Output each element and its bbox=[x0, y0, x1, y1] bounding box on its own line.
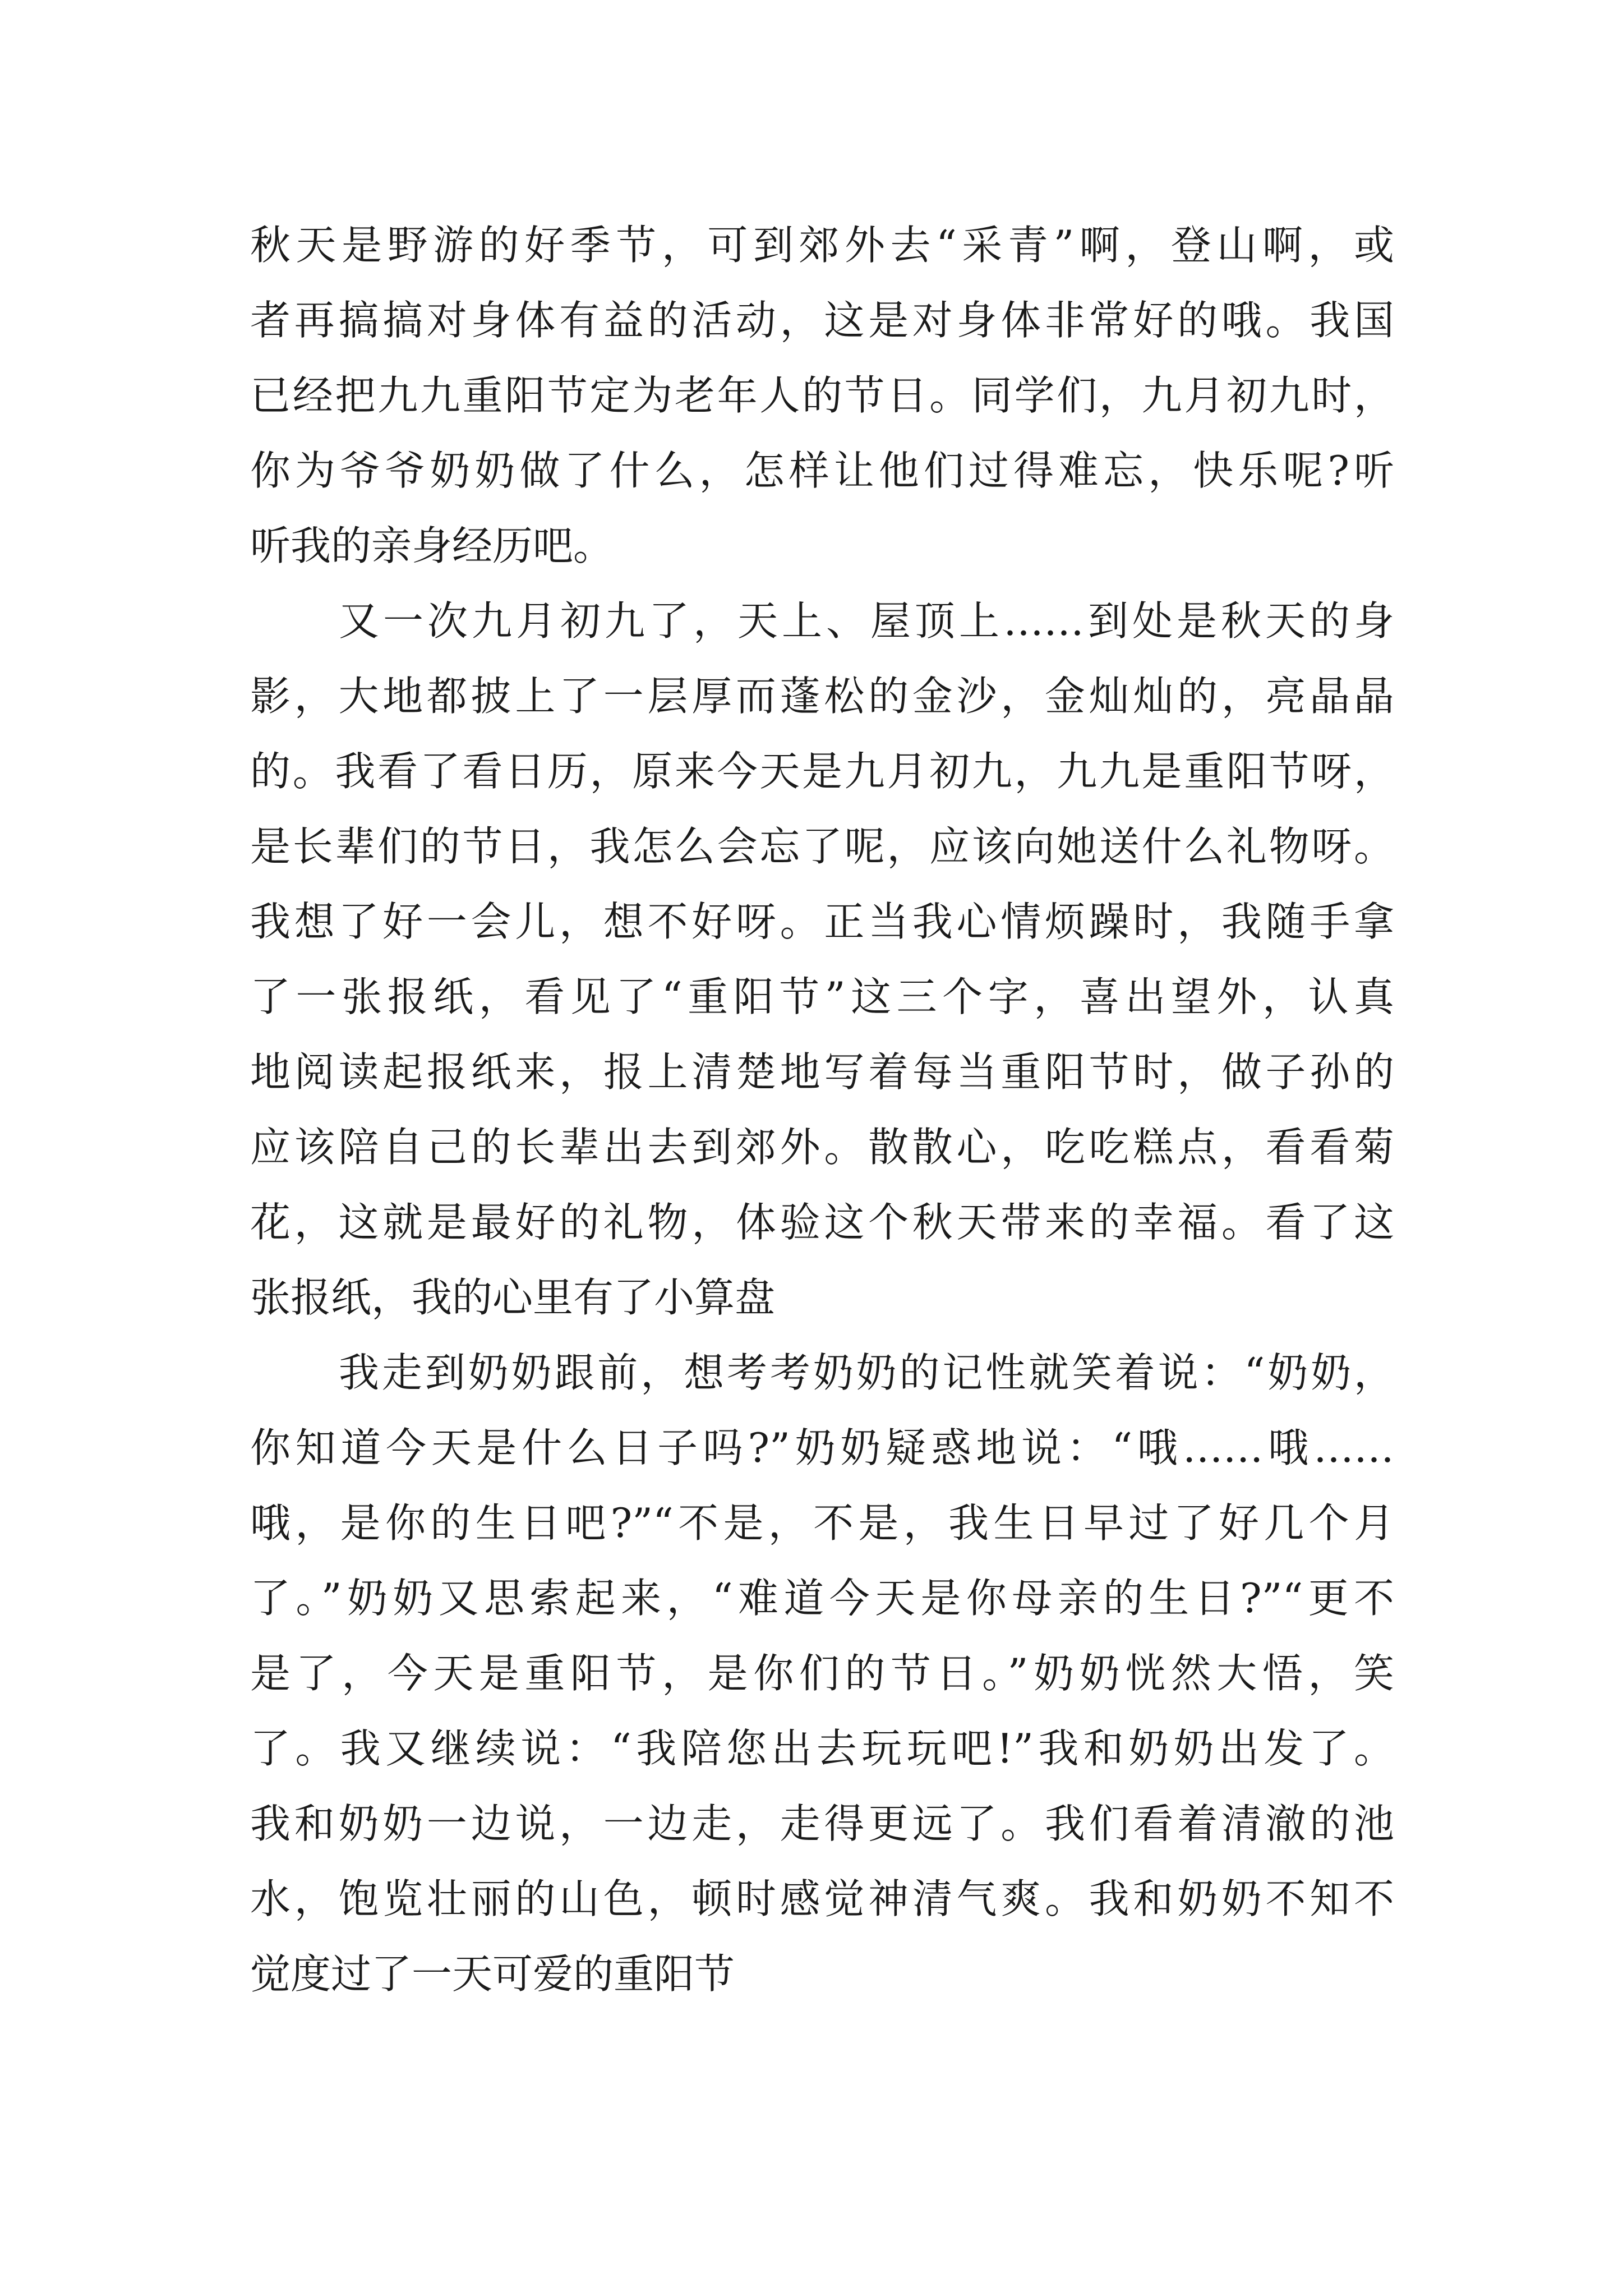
text-line: 了一张报纸，看见了“重阳节”这三个字，喜出望外，认真 bbox=[250, 973, 1394, 1020]
paragraph-1 bbox=[250, 208, 1394, 583]
text-line: 花，这就是最好的礼物，体验这个秋天带来的幸福。看了这 bbox=[250, 1199, 1394, 1246]
text-line: 秋天是野游的好季节，可到郊外去“采青”啊，登山啊，或 bbox=[250, 222, 1394, 269]
document-body bbox=[250, 208, 1394, 2012]
text-line: 是长辈们的节日，我怎么会忘了呢，应该向她送什么礼物呀。 bbox=[250, 823, 1394, 870]
text-line: 是了，今天是重阳节，是你们的节日。”奶奶恍然大悟，笑 bbox=[250, 1650, 1394, 1697]
text-line: 了。我又继续说：“我陪您出去玩玩吧!”我和奶奶出发了。 bbox=[250, 1725, 1394, 1772]
text-line: 我想了好一会儿，想不好呀。正当我心情烦躁时，我随手拿 bbox=[250, 898, 1394, 945]
text-line: 听我的亲身经历吧。 bbox=[250, 522, 614, 569]
text-line: 影，大地都披上了一层厚而蓬松的金沙，金灿灿的，亮晶晶 bbox=[250, 673, 1394, 720]
text-line: 张报纸，我的心里有了小算盘 bbox=[250, 1274, 776, 1321]
paragraph-3 bbox=[250, 1335, 1394, 2012]
text-line: 你知道今天是什么日子吗?”奶奶疑惑地说：“哦……哦…… bbox=[250, 1424, 1394, 1471]
paragraph-2 bbox=[250, 583, 1394, 1335]
text-line: 我走到奶奶跟前，想考考奶奶的记性就笑着说：“奶奶， bbox=[339, 1349, 1394, 1396]
text-line: 水，饱览壮丽的山色，顿时感觉神清气爽。我和奶奶不知不 bbox=[250, 1875, 1394, 1922]
text-line: 应该陪自己的长辈出去到郊外。散散心，吃吃糕点，看看菊 bbox=[250, 1124, 1394, 1171]
text-line: 者再搞搞对身体有益的活动，这是对身体非常好的哦。我国 bbox=[250, 297, 1394, 344]
text-line: 我和奶奶一边说，一边走，走得更远了。我们看着清澈的池 bbox=[250, 1800, 1394, 1847]
text-line: 哦，是你的生日吧?”“不是，不是，我生日早过了好几个月 bbox=[250, 1499, 1394, 1547]
text-line: 已经把九九重阳节定为老年人的节日。同学们，九月初九时， bbox=[250, 372, 1394, 419]
text-line: 你为爷爷奶奶做了什么，怎样让他们过得难忘，快乐呢?听 bbox=[250, 447, 1394, 494]
text-line: 觉度过了一天可爱的重阳节 bbox=[250, 1950, 735, 1998]
text-line: 了。”奶奶又思索起来，“难道今天是你母亲的生日?”“更不 bbox=[250, 1575, 1394, 1622]
text-line: 地阅读起报纸来，报上清楚地写着每当重阳节时，做子孙的 bbox=[250, 1048, 1394, 1096]
text-line: 的。我看了看日历，原来今天是九月初九，九九是重阳节呀， bbox=[250, 748, 1394, 795]
text-line: 又一次九月初九了，天上、屋顶上……到处是秋天的身 bbox=[339, 597, 1394, 645]
